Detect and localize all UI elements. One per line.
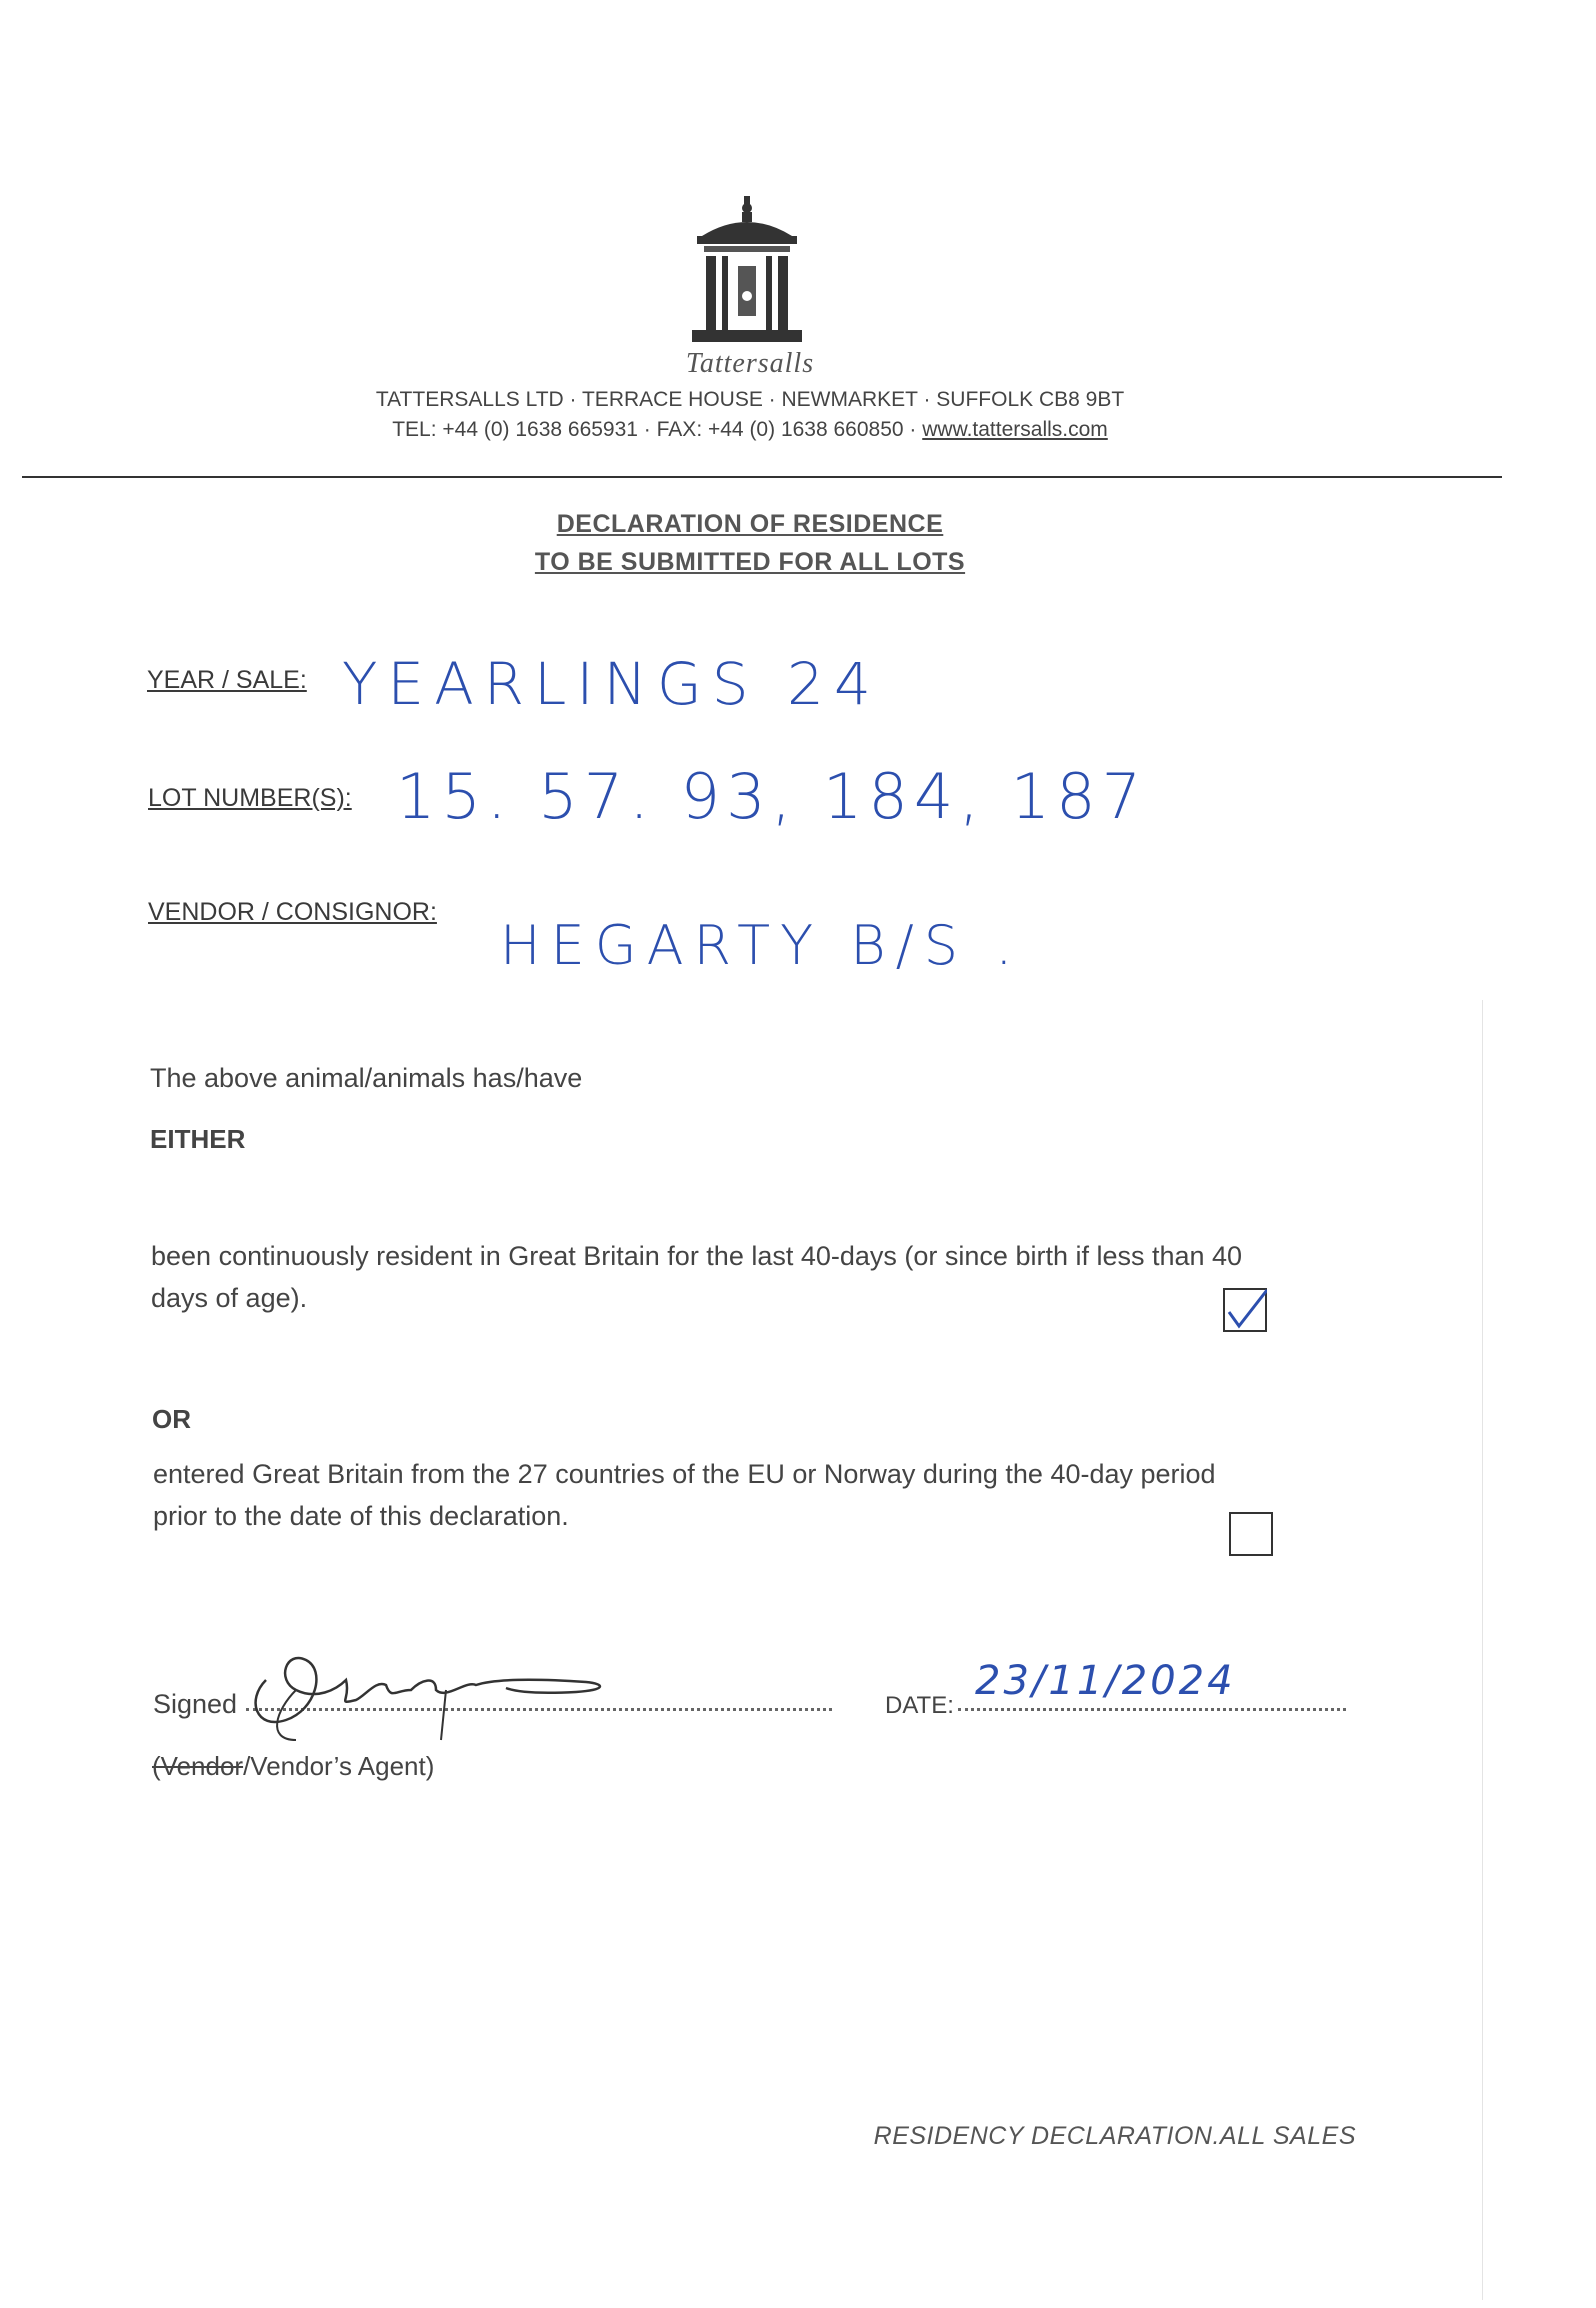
lot-numbers-field[interactable]: 15. 57. 93, 184, 187 xyxy=(396,760,1148,833)
date-field[interactable]: 23/11/2024 xyxy=(975,1658,1236,1704)
option1-text-line1: been continuously resident in Great Britain for the last 40-days (or since birth if less than 40 xyxy=(151,1241,1243,1271)
option2-text-line2: prior to the date of this declaration. xyxy=(153,1501,569,1531)
form-subtitle: TO BE SUBMITTED FOR ALL LOTS xyxy=(534,548,966,576)
vendor-label: VENDOR / CONSIGNOR: xyxy=(148,898,437,926)
option2-text-line1: entered Great Britain from the 27 countries of the EU or Norway during the 40-day period xyxy=(153,1459,1216,1489)
date-line xyxy=(958,1708,1346,1711)
option2-checkbox[interactable] xyxy=(1229,1512,1273,1556)
company-contact xyxy=(0,418,1500,442)
lot-numbers-label: LOT NUMBER(S): xyxy=(148,784,352,812)
either-label: EITHER xyxy=(150,1124,246,1154)
contact-line: TEL: +44 (0) 1638 665931 · FAX: +44 (0) 1638 660850 · xyxy=(392,418,923,441)
signer-role xyxy=(152,1746,434,1786)
tattersalls-logo-icon xyxy=(692,196,802,346)
year-sale-label: YEAR / SALE: xyxy=(147,666,307,694)
website-link[interactable]: www.tattersalls.com xyxy=(922,418,1108,441)
page-edge-line xyxy=(1482,1000,1483,2300)
role-rest: /Vendor’s Agent) xyxy=(243,1751,435,1781)
role-struck: (Vendor xyxy=(152,1751,244,1781)
checkmark-icon xyxy=(1223,1288,1267,1332)
year-sale-field[interactable]: YEARLINGS 24 xyxy=(342,650,881,718)
company-address: TATTERSALLS LTD · TERRACE HOUSE · NEWMARKET · SUFFOLK CB8 9BT xyxy=(375,388,1125,411)
or-label: OR xyxy=(152,1404,191,1434)
option1-text-line2: days of age). xyxy=(151,1283,308,1313)
option1-checkbox[interactable] xyxy=(1223,1288,1267,1332)
intro-text: The above animal/animals has/have xyxy=(150,1063,583,1093)
signed-label: Signed xyxy=(153,1689,238,1719)
vendor-field[interactable]: HEGARTY B/S . xyxy=(500,914,1023,977)
signature-image[interactable] xyxy=(236,1640,626,1750)
form-title: DECLARATION OF RESIDENCE xyxy=(556,510,944,538)
date-label: DATE: xyxy=(885,1692,954,1719)
footer-text: RESIDENCY DECLARATION.ALL SALES xyxy=(873,2122,1356,2150)
brand-name: Tattersalls xyxy=(685,348,815,379)
header-divider xyxy=(22,476,1502,478)
